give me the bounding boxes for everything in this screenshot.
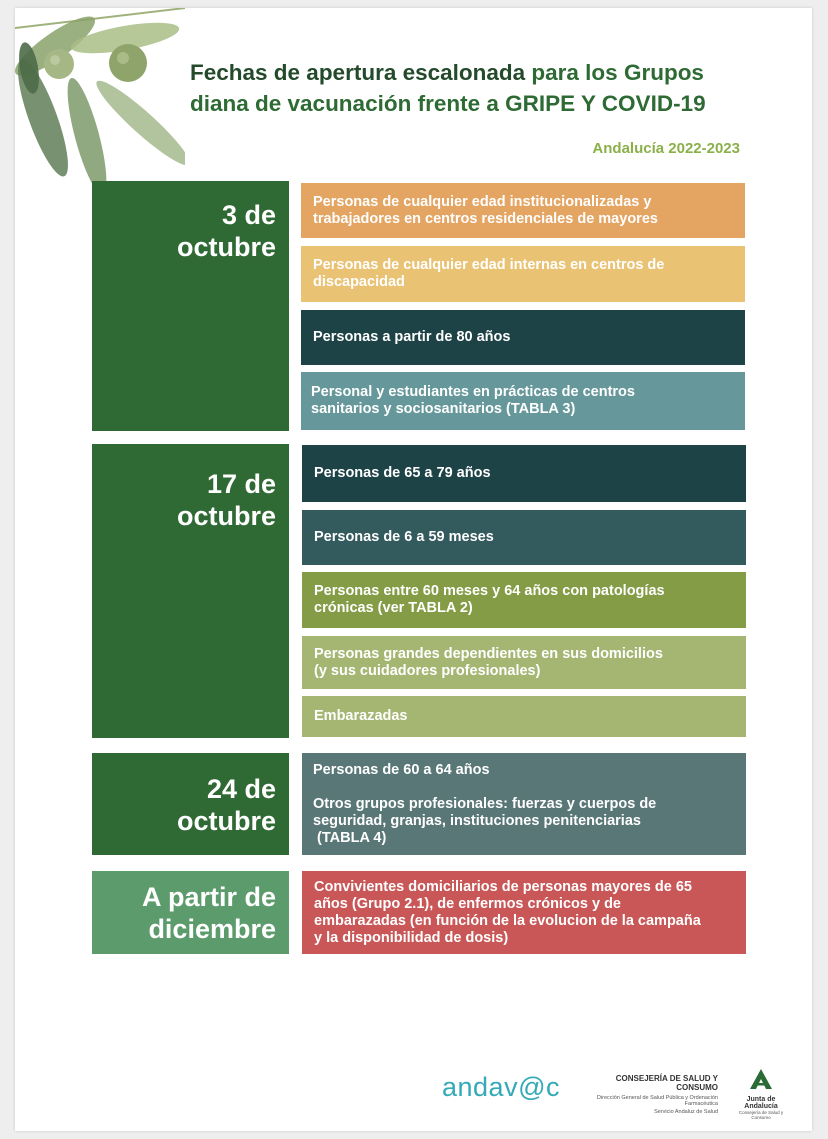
group-text: crónicas (ver TABLA 2) [314, 600, 473, 616]
consejeria-subtitle: Dirección General de Salud Pública y Ordenación Farmacéutica [596, 1095, 718, 1107]
date-block-3-octubre [92, 181, 289, 431]
group-bar-6-59-meses [302, 510, 746, 565]
title-part-green: para los Grupos diana de vacunación frente a GRIPE Y COVID-19 [190, 60, 706, 116]
title-part-dark: Fechas de apertura escalonada [190, 60, 526, 85]
spacer [313, 779, 734, 796]
date-line: 3 de [221, 200, 276, 230]
date-line: octubre [176, 501, 276, 531]
poster-title [190, 57, 710, 119]
group-text: Personas de 60 a 64 años [313, 761, 490, 778]
group-text: y la disponibilidad de dosis) [314, 929, 509, 946]
group-bar-patologias-cronicas [302, 572, 746, 628]
group-bar-convivientes [302, 871, 746, 954]
date-line: octubre [176, 232, 276, 262]
consejeria-title: CONSEJERÍA DE SALUD Y CONSUMO [615, 1074, 718, 1092]
group-text: Embarazadas [314, 708, 408, 724]
group-bar-institucionalizadas [301, 183, 745, 238]
group-text: Personas entre 60 meses y 64 años con patologías [314, 583, 665, 599]
date-line: 17 de [206, 469, 276, 499]
date-block-17-octubre [92, 444, 289, 738]
consejeria-logo-text [580, 1074, 718, 1115]
group-text: (TABLA 4) [313, 829, 387, 846]
group-text: trabajadores en centros residenciales de mayores [313, 210, 658, 227]
date-line: diciembre [148, 914, 276, 944]
group-bar-80-anos [301, 310, 745, 365]
group-text: discapacidad [313, 274, 405, 290]
group-text: Personas de 65 a 79 años [314, 465, 491, 481]
group-text: años (Grupo 2.1), de enfermos crónicos y de [314, 895, 621, 912]
group-text: Personas de cualquier edad internas en centros de [313, 257, 665, 273]
andavac-logo: andav@c [442, 1072, 560, 1102]
consejeria-service: Servicio Andaluz de Salud [654, 1109, 718, 1115]
junta-name: Junta de Andalucía [744, 1096, 778, 1110]
olive-branch-decoration [15, 8, 185, 183]
junta-arch-icon [748, 1068, 774, 1090]
date-block-24-octubre [92, 753, 289, 855]
group-text: embarazadas (en función de la evolucion de la campaña [314, 912, 701, 929]
group-text: Personal y estudiantes en prácticas de centros [311, 384, 635, 400]
date-line: octubre [176, 806, 276, 836]
group-text: Otros grupos profesionales: fuerzas y cuerpos de [313, 795, 657, 812]
group-text: Personas grandes dependientes en sus domicilios [314, 645, 663, 662]
group-text: (y sus cuidadores profesionales) [314, 662, 541, 679]
group-text: Personas de cualquier edad institucionalizadas y [313, 193, 652, 210]
group-text: Personas a partir de 80 años [313, 329, 511, 345]
group-bar-grandes-dependientes [302, 636, 746, 689]
group-bar-embarazadas [302, 696, 746, 737]
group-bar-65-79 [302, 445, 746, 502]
date-line: A partir de [141, 882, 276, 912]
group-text: Personas de 6 a 59 meses [314, 529, 494, 545]
junta-subtitle: Consejería de Salud y Consumo [738, 1110, 784, 1120]
group-bar-personal-sanitario [301, 372, 745, 430]
date-line: 24 de [206, 774, 276, 804]
group-bar-discapacidad [301, 246, 745, 302]
junta-andalucia-logo [731, 1068, 791, 1120]
region-year-subtitle: Andalucía 2022-2023 [592, 140, 740, 157]
date-block-diciembre [92, 871, 289, 954]
group-bar-60-64-y-profesionales [302, 753, 746, 855]
group-text: Convivientes domiciliarios de personas mayores de 65 [314, 878, 692, 895]
group-text: seguridad, granjas, instituciones penitenciarias [313, 812, 641, 829]
group-text: sanitarios y sociosanitarios (TABLA 3) [311, 401, 576, 417]
